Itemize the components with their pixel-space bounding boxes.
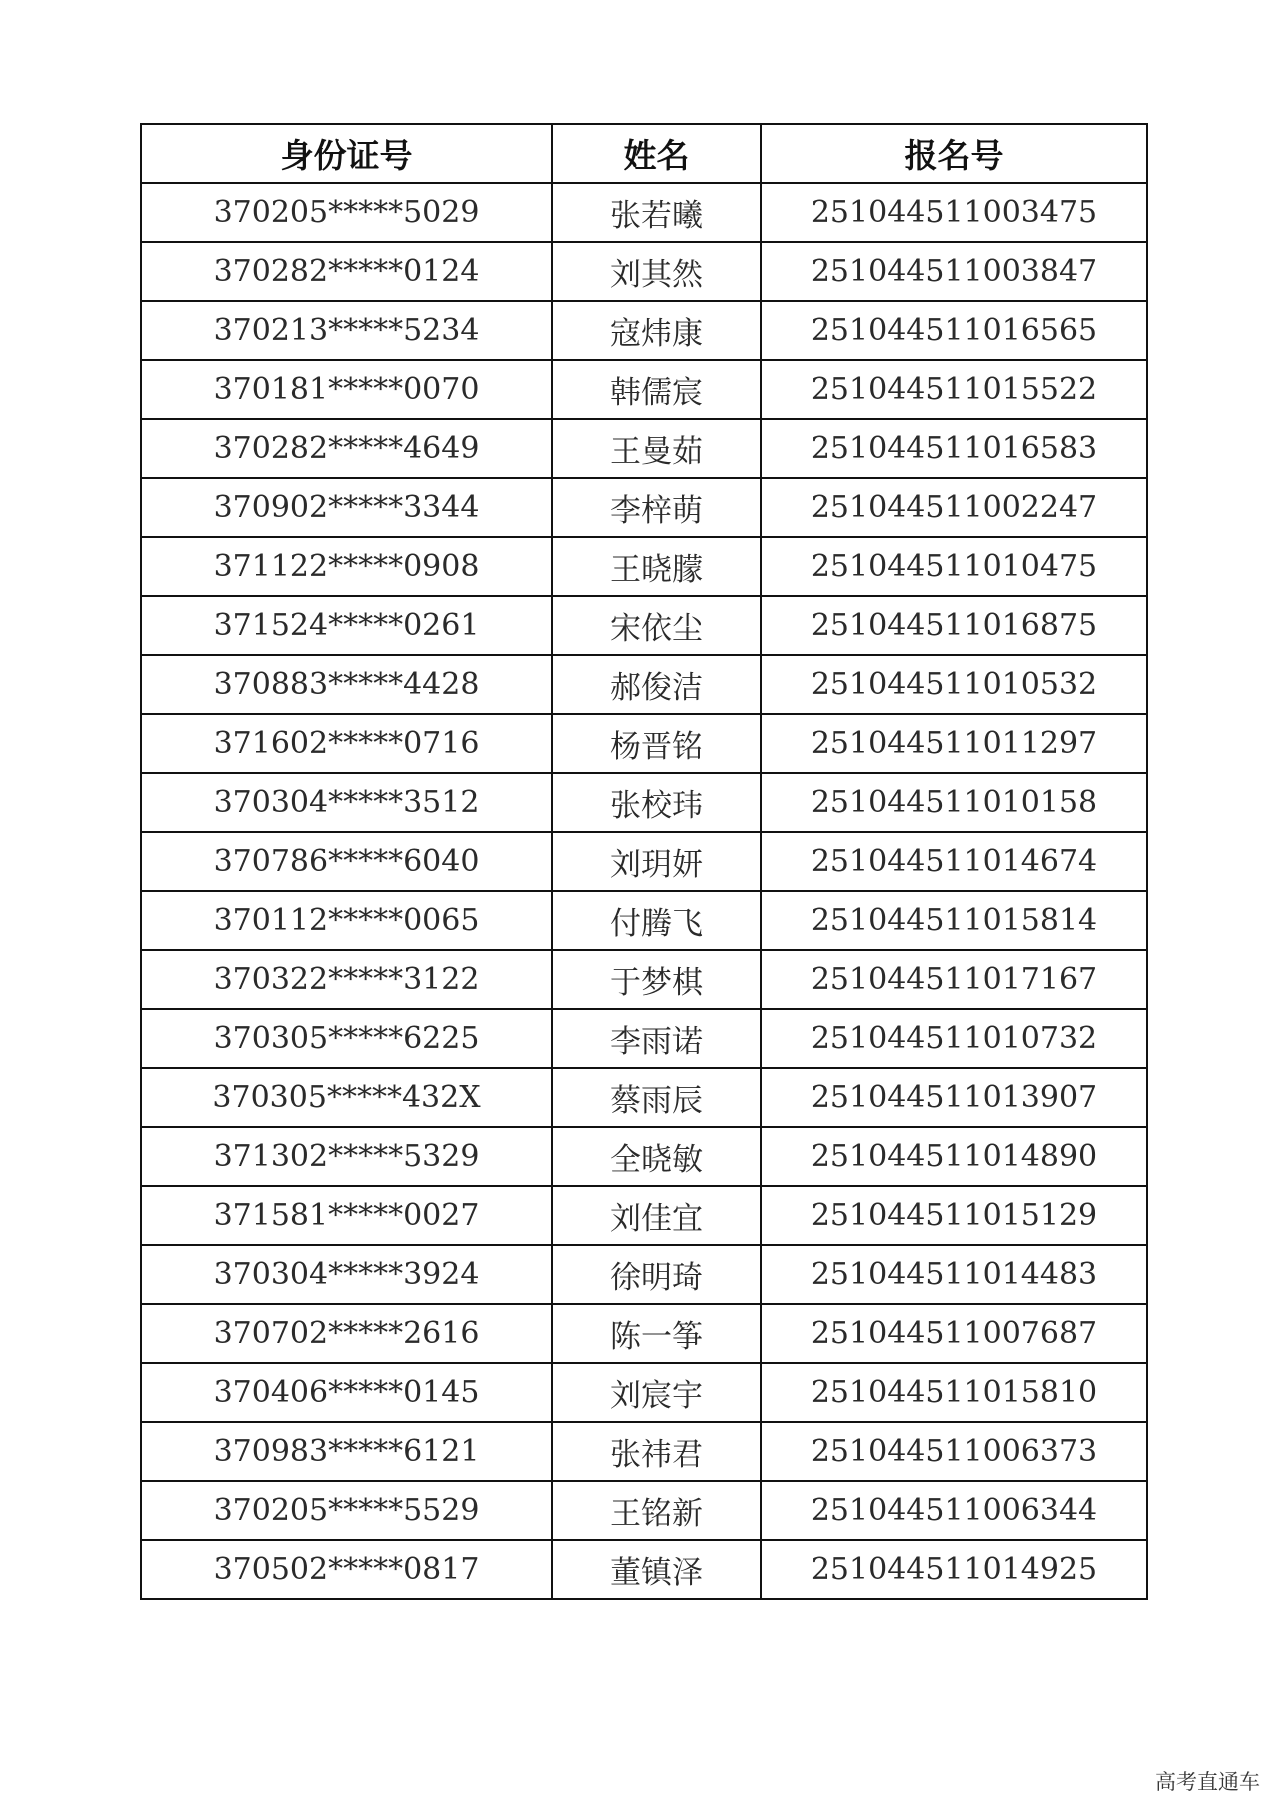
- table-row: [141, 1481, 1147, 1540]
- name-cell: 宋依尘: [552, 596, 761, 655]
- header-name: 姓名: [552, 124, 761, 183]
- registration-number-cell: 251044511015810: [761, 1363, 1147, 1422]
- id-number-cell: 370305*****6225: [141, 1009, 552, 1068]
- registration-number-cell: 251044511015129: [761, 1186, 1147, 1245]
- table-row: [141, 1304, 1147, 1363]
- name-cell: 刘佳宜: [552, 1186, 761, 1245]
- registration-number-cell: 251044511014674: [761, 832, 1147, 891]
- id-number-cell: 370322*****3122: [141, 950, 552, 1009]
- table-row: [141, 1245, 1147, 1304]
- name-cell: 王晓朦: [552, 537, 761, 596]
- table-row: [141, 183, 1147, 242]
- admission-list-table: [140, 123, 1148, 1600]
- registration-number-cell: 251044511006344: [761, 1481, 1147, 1540]
- name-cell: 付腾飞: [552, 891, 761, 950]
- registration-number-cell: 251044511016875: [761, 596, 1147, 655]
- name-cell: 全晓敏: [552, 1127, 761, 1186]
- id-number-cell: 371122*****0908: [141, 537, 552, 596]
- id-number-cell: 370305*****432X: [141, 1068, 552, 1127]
- name-cell: 于梦棋: [552, 950, 761, 1009]
- name-cell: 蔡雨辰: [552, 1068, 761, 1127]
- registration-number-cell: 251044511003847: [761, 242, 1147, 301]
- table-row: [141, 1127, 1147, 1186]
- table-row: [141, 773, 1147, 832]
- id-number-cell: 370282*****0124: [141, 242, 552, 301]
- table-row: [141, 478, 1147, 537]
- name-cell: 董镇泽: [552, 1540, 761, 1599]
- table-body: [141, 183, 1147, 1599]
- registration-number-cell: 251044511014483: [761, 1245, 1147, 1304]
- registration-number-cell: 251044511016565: [761, 301, 1147, 360]
- table-row: [141, 301, 1147, 360]
- id-number-cell: 370902*****3344: [141, 478, 552, 537]
- table-row: [141, 1186, 1147, 1245]
- table-row: [141, 1540, 1147, 1599]
- registration-number-cell: 251044511003475: [761, 183, 1147, 242]
- registration-number-cell: 251044511017167: [761, 950, 1147, 1009]
- registration-number-cell: 251044511011297: [761, 714, 1147, 773]
- id-number-cell: 370213*****5234: [141, 301, 552, 360]
- registration-number-cell: 251044511015814: [761, 891, 1147, 950]
- id-number-cell: 370181*****0070: [141, 360, 552, 419]
- registration-number-cell: 251044511006373: [761, 1422, 1147, 1481]
- id-number-cell: 370304*****3512: [141, 773, 552, 832]
- table-row: [141, 1068, 1147, 1127]
- name-cell: 刘玥妍: [552, 832, 761, 891]
- name-cell: 刘其然: [552, 242, 761, 301]
- table-row: [141, 950, 1147, 1009]
- registration-number-cell: 251044511010532: [761, 655, 1147, 714]
- id-number-cell: 371581*****0027: [141, 1186, 552, 1245]
- id-number-cell: 370205*****5529: [141, 1481, 552, 1540]
- table-row: [141, 655, 1147, 714]
- header-id-number: 身份证号: [141, 124, 552, 183]
- id-number-cell: 370883*****4428: [141, 655, 552, 714]
- name-cell: 寇炜康: [552, 301, 761, 360]
- id-number-cell: 371524*****0261: [141, 596, 552, 655]
- name-cell: 李雨诺: [552, 1009, 761, 1068]
- name-cell: 王曼茹: [552, 419, 761, 478]
- id-number-cell: 370112*****0065: [141, 891, 552, 950]
- name-cell: 张祎君: [552, 1422, 761, 1481]
- name-cell: 徐明琦: [552, 1245, 761, 1304]
- table-row: [141, 832, 1147, 891]
- registration-number-cell: 251044511010158: [761, 773, 1147, 832]
- table-row: [141, 537, 1147, 596]
- table-header-row: [141, 124, 1147, 183]
- table-row: [141, 1009, 1147, 1068]
- name-cell: 郝俊洁: [552, 655, 761, 714]
- id-number-cell: 370983*****6121: [141, 1422, 552, 1481]
- id-number-cell: 370282*****4649: [141, 419, 552, 478]
- name-cell: 杨晋铭: [552, 714, 761, 773]
- name-cell: 李梓萌: [552, 478, 761, 537]
- table-row: [141, 242, 1147, 301]
- header-registration-number: 报名号: [761, 124, 1147, 183]
- registration-number-cell: 251044511010732: [761, 1009, 1147, 1068]
- table-row: [141, 891, 1147, 950]
- table-row: [141, 419, 1147, 478]
- id-number-cell: 370304*****3924: [141, 1245, 552, 1304]
- name-cell: 张若曦: [552, 183, 761, 242]
- registration-number-cell: 251044511014925: [761, 1540, 1147, 1599]
- id-number-cell: 370702*****2616: [141, 1304, 552, 1363]
- table-row: [141, 714, 1147, 773]
- id-number-cell: 370786*****6040: [141, 832, 552, 891]
- registration-number-cell: 251044511010475: [761, 537, 1147, 596]
- name-cell: 王铭新: [552, 1481, 761, 1540]
- registration-number-cell: 251044511015522: [761, 360, 1147, 419]
- id-number-cell: 371302*****5329: [141, 1127, 552, 1186]
- table-row: [141, 596, 1147, 655]
- watermark-text: 高考直通车: [1155, 1770, 1260, 1794]
- id-number-cell: 370406*****0145: [141, 1363, 552, 1422]
- registration-number-cell: 251044511016583: [761, 419, 1147, 478]
- name-cell: 刘宸宇: [552, 1363, 761, 1422]
- table-row: [141, 1363, 1147, 1422]
- id-number-cell: 371602*****0716: [141, 714, 552, 773]
- registration-number-cell: 251044511014890: [761, 1127, 1147, 1186]
- id-number-cell: 370205*****5029: [141, 183, 552, 242]
- table-row: [141, 1422, 1147, 1481]
- name-cell: 陈一筝: [552, 1304, 761, 1363]
- id-number-cell: 370502*****0817: [141, 1540, 552, 1599]
- registration-number-cell: 251044511007687: [761, 1304, 1147, 1363]
- table-row: [141, 360, 1147, 419]
- registration-number-cell: 251044511013907: [761, 1068, 1147, 1127]
- name-cell: 张校玮: [552, 773, 761, 832]
- name-cell: 韩儒宸: [552, 360, 761, 419]
- registration-number-cell: 251044511002247: [761, 478, 1147, 537]
